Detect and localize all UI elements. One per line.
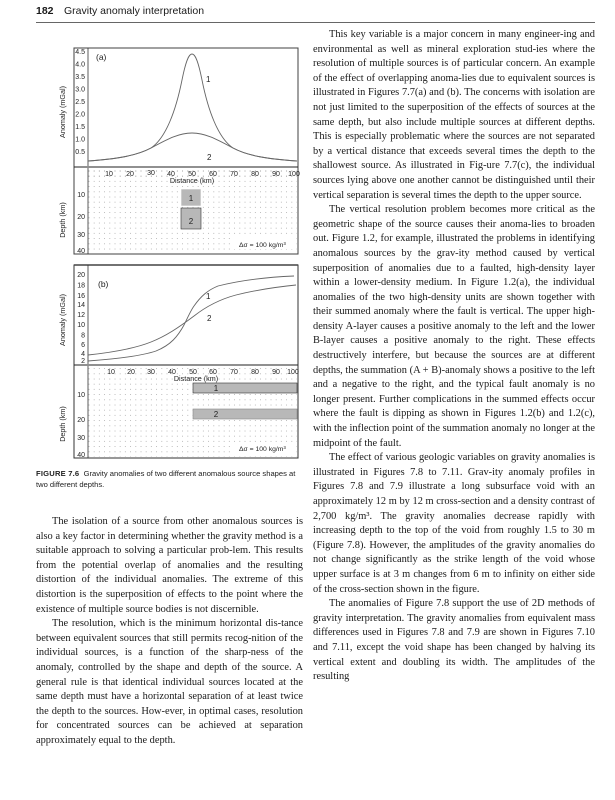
svg-text:60: 60 bbox=[209, 369, 217, 376]
paragraph: This key variable is a major concern in many engineer-ing and environmental as well as mineral exploration stud-ies where the resolution of multiple sources is of particular concern. An example of the effect of overlapping anoma-lies due to equivalent sources is illustrated in Figures 7.7(a) and (b). The concerns with isolation are not just limited to the superposition of the effects of sources at the same depth, but also include multiple sources at different depths. This is especially problematic where the sources are not separated by a vertical distance that exceeds several times the depth to the shallowest source. As illustrated in Fig-ure 7.7(c), the individual sources lying above one another cannot be distinguished until their vertical separation is several times the depth to the upper source. bbox=[313, 29, 595, 201]
svg-text:50: 50 bbox=[188, 171, 196, 178]
panel-a-body-2-label: 2 bbox=[188, 217, 194, 226]
svg-text:20: 20 bbox=[126, 171, 134, 178]
panel-a-ylabel: Anomaly (mGal) bbox=[58, 86, 67, 138]
panel-b-label: (b) bbox=[98, 279, 109, 289]
svg-text:100: 100 bbox=[287, 369, 299, 376]
page-header bbox=[36, 0, 595, 24]
panel-b-source-body-2 bbox=[193, 409, 297, 419]
svg-text:50: 50 bbox=[189, 369, 197, 376]
svg-text:20: 20 bbox=[127, 369, 135, 376]
svg-text:20: 20 bbox=[77, 417, 85, 424]
paragraph: The anomalies of Figure 7.8 support the use of 2D methods of gravity interpretation. The gravity anomalies from equivalent mass differences used in Figures 7.8 and 7.9 are shown in Figures 7.10 and 7.11, except the void shape has been changed by halving its vertical extent and doubling its width. The amplitudes of the resulting bbox=[313, 598, 595, 683]
panel-b-body-2-label: 2 bbox=[213, 410, 219, 419]
figure-svg bbox=[36, 40, 306, 470]
svg-text:40: 40 bbox=[77, 452, 85, 459]
svg-text:80: 80 bbox=[251, 369, 259, 376]
svg-text:90: 90 bbox=[272, 369, 280, 376]
svg-text:40: 40 bbox=[77, 248, 85, 255]
svg-text:1.5: 1.5 bbox=[75, 124, 85, 131]
svg-text:8: 8 bbox=[81, 332, 85, 340]
panel-a-yticks bbox=[75, 49, 85, 156]
panel-b-ylabel: Anomaly (mGal) bbox=[58, 294, 67, 346]
left-column-text bbox=[36, 515, 303, 749]
svg-text:0.5: 0.5 bbox=[75, 149, 85, 156]
svg-text:70: 70 bbox=[230, 171, 238, 178]
svg-text:2: 2 bbox=[81, 358, 85, 365]
panel-b-depth-label: Depth (km) bbox=[58, 406, 67, 442]
svg-text:3.0: 3.0 bbox=[75, 86, 85, 94]
svg-text:40: 40 bbox=[168, 369, 176, 376]
panel-a-body-1-label: 1 bbox=[188, 194, 194, 203]
svg-text:40: 40 bbox=[167, 171, 175, 178]
svg-text:70: 70 bbox=[230, 369, 238, 376]
svg-text:20: 20 bbox=[77, 214, 85, 221]
paragraph: The resolution, which is the minimum horizontal dis-tance between equivalent sources that still permits recog-nition of the individual sources, is a function of the sharp-ness of the anomaly, controlled by the shape and depth of the source. A general rule is that identical individual sources located at the same depth must have a horizontal separation of at least twice the depth to the sources. How-ever, in optimal cases, resolution for concentrated sources can be achieved at separation approximately equal to the depth. bbox=[36, 618, 303, 746]
svg-text:80: 80 bbox=[251, 171, 259, 178]
svg-text:100: 100 bbox=[288, 171, 300, 178]
caption-label: FIGURE 7.6 bbox=[36, 469, 80, 478]
paragraph: The vertical resolution problem becomes more critical as the geometric shape of the source causes their anoma-lies to broaden out. Figure 1.2, for example, illustrated the problems in identifying anomalous sources by the grav-ity method caused by vertical superposition of anomalies due to a faulted, high-density layer within a lower-density medium. In Figure 1.2(a), the individual anomalies of the two high-density units are shown together with their summed anomaly where the fault is vertical. The upper high-density A-layer causes a positive anomaly to the left and the lower B-layer causes a positive anomaly to the right. These effects destructively interfere, but because the sources are at different depths, the summation (A + B)-anomaly shows a positive to the left and a negative to the right, and the typical fault anomaly is no longer present. Further complications in the summed effects occur where the fault is dipping as shown in Figures 1.2(b) and 1.2(c), with the inflection point of the summation anomaly no longer at the midpoint of the fault. bbox=[313, 204, 595, 449]
caption-text: Gravity anomalies of two different anomalous source shapes at two different depths. bbox=[36, 469, 296, 489]
panel-b-curve-1-label: 1 bbox=[206, 292, 211, 301]
svg-text:90: 90 bbox=[272, 171, 280, 178]
svg-text:16: 16 bbox=[77, 293, 85, 300]
svg-text:10: 10 bbox=[107, 369, 115, 376]
panel-b-density-note: Δσ = 100 kg/m³ bbox=[239, 446, 286, 453]
svg-text:6: 6 bbox=[81, 342, 85, 349]
panel-a-curve-2-label: 2 bbox=[207, 153, 212, 162]
svg-text:30: 30 bbox=[77, 435, 85, 442]
running-title: Gravity anomaly interpretation bbox=[64, 5, 205, 17]
svg-text:4: 4 bbox=[81, 351, 85, 358]
svg-text:4.5: 4.5 bbox=[75, 49, 85, 56]
paragraph: The effect of various geologic variables on gravity anomalies is illustrated in Figures 7.8 to 7.11. Grav-ity anomaly profiles in Figures 7.8 and 7.9 illustrate a long subsurface void with an approximately 12 m by 12 m cross-section and a density contrast of 2,700 kg/m³. The gravity anomalies decrease rapidly with increasing depth to the top of the void from roughly 1.5 to 30 m (Figure 7.8). However, the amplitudes of the gravity anomalies do not change significantly as the strike length of the void whose upper surface is at 3 m changes from 6 m to infinity on either side of the cross-section shown in the figure. bbox=[313, 452, 595, 595]
figure-7-6 bbox=[36, 40, 306, 480]
panel-a-curve-1 bbox=[88, 54, 297, 161]
panel-b-yticks bbox=[77, 272, 85, 365]
panel-a-density-note: Δσ = 100 kg/m³ bbox=[239, 242, 286, 249]
panel-a-xlabel: Distance (km) bbox=[169, 176, 215, 185]
svg-text:20: 20 bbox=[77, 272, 85, 279]
svg-text:10: 10 bbox=[77, 322, 85, 329]
svg-text:1.0: 1.0 bbox=[75, 136, 85, 144]
paragraph: The isolation of a source from other anomalous sources is also a key factor in determining whether the gravity method is a suitable approach to solving a particular prob-lem. This results from the potential overlap of anomalies and the resulting distortion of the individual anomalies. The extreme of this distortion is the superposition of effects to the point where the existence of multiple source bodies is not discernible. bbox=[36, 516, 303, 615]
panel-b bbox=[58, 265, 299, 459]
svg-text:30: 30 bbox=[77, 232, 85, 239]
svg-text:10: 10 bbox=[77, 392, 85, 399]
panel-b-body-1-label: 1 bbox=[213, 384, 219, 393]
panel-a-depth-label: Depth (km) bbox=[58, 202, 67, 238]
svg-text:12: 12 bbox=[77, 312, 85, 319]
svg-text:2.5: 2.5 bbox=[75, 99, 85, 106]
svg-text:60: 60 bbox=[209, 171, 217, 178]
right-column-text bbox=[313, 28, 595, 685]
panel-a-label: (a) bbox=[96, 52, 107, 62]
panel-b-xlabel: Distance (km) bbox=[173, 374, 219, 383]
header-rule bbox=[36, 22, 595, 23]
panel-a-depth-ticks bbox=[77, 192, 85, 255]
panel-a-curve-1-label: 1 bbox=[206, 75, 211, 84]
svg-text:18: 18 bbox=[77, 282, 85, 290]
svg-text:2.0: 2.0 bbox=[75, 111, 85, 119]
svg-text:10: 10 bbox=[77, 192, 85, 199]
panel-b-source-body-1 bbox=[193, 383, 297, 393]
panel-a-curve-2 bbox=[88, 133, 297, 161]
svg-text:30: 30 bbox=[147, 170, 155, 177]
panel-b-curve-2-label: 2 bbox=[207, 314, 212, 323]
page-number: 182 bbox=[36, 5, 54, 17]
panel-b-depth-ticks bbox=[77, 392, 85, 459]
svg-text:4.0: 4.0 bbox=[75, 61, 85, 69]
svg-text:30: 30 bbox=[147, 369, 155, 376]
figure-caption bbox=[36, 468, 306, 490]
svg-text:14: 14 bbox=[77, 302, 85, 309]
svg-text:10: 10 bbox=[105, 171, 113, 178]
svg-text:3.5: 3.5 bbox=[75, 74, 85, 81]
panel-b-curve-2 bbox=[88, 285, 296, 355]
panel-a bbox=[58, 48, 300, 255]
